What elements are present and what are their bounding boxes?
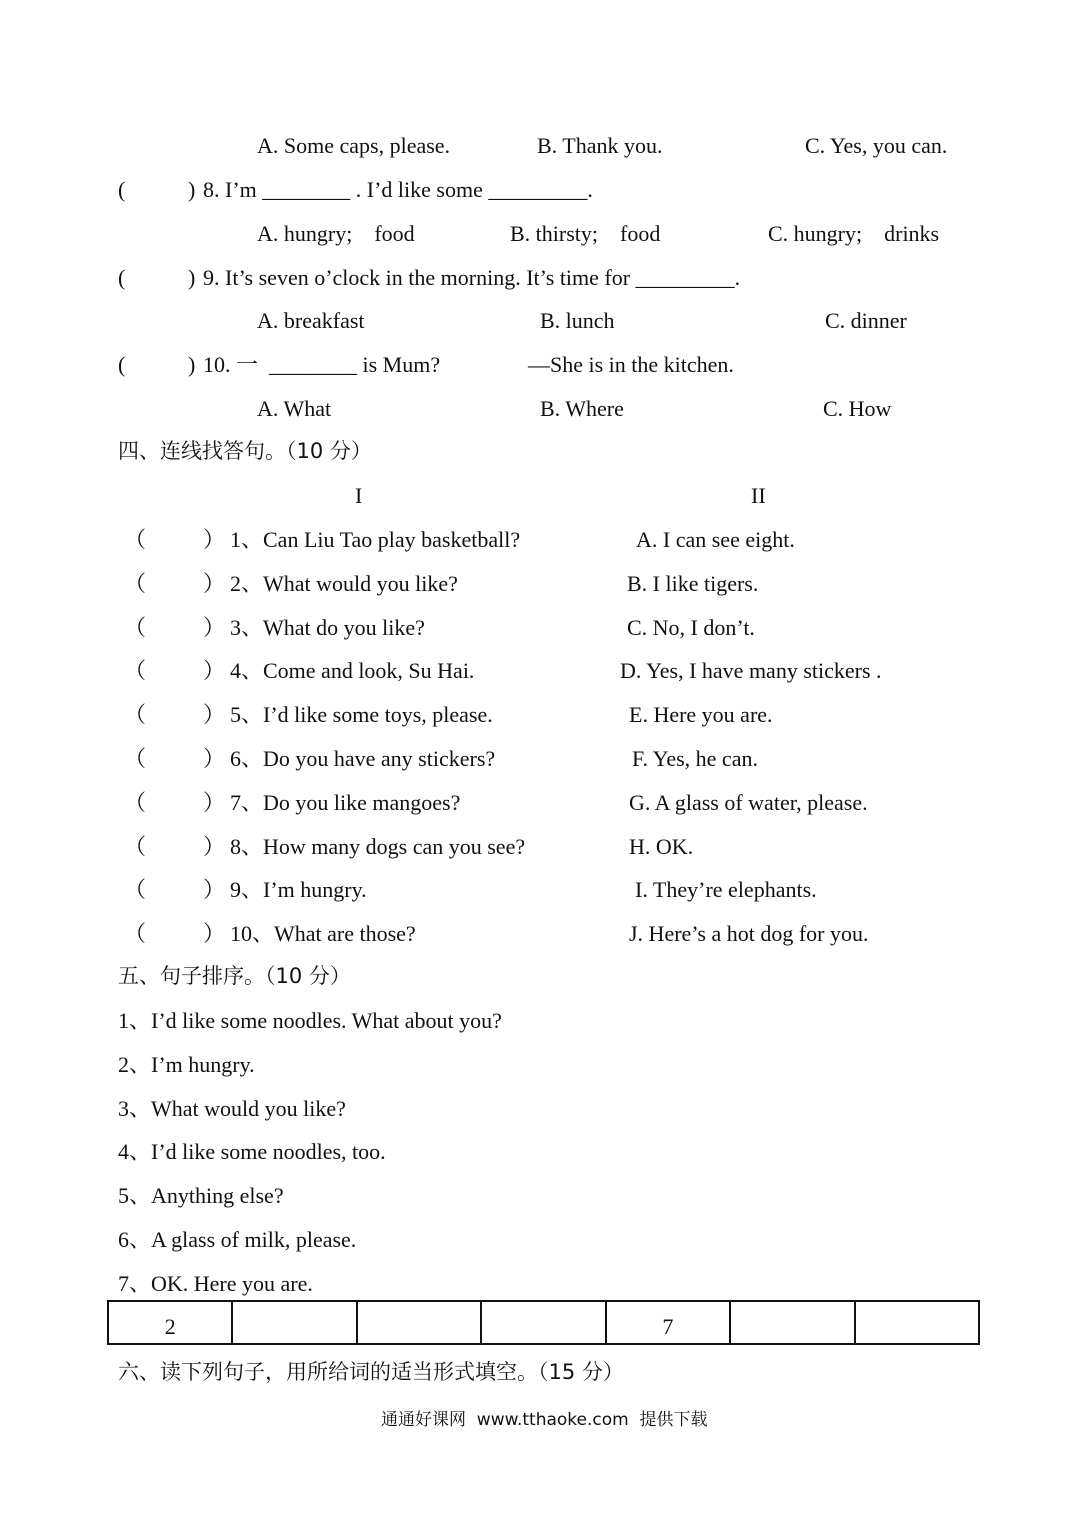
part5-title: 五、句子排序。（10 分） <box>118 964 351 988</box>
sentence-item: 6、A glass of milk, please. <box>118 1227 357 1252</box>
q8-paren-open: ( <box>118 177 126 202</box>
match-paren-open: （ <box>124 615 147 640</box>
match-answer: I. They’re elephants. <box>635 877 817 902</box>
match-paren-close: ） <box>203 658 226 683</box>
match-answer: J. Here’s a hot dog for you. <box>629 921 869 946</box>
q8-text: 8. I’m ________ . I’d like some _________. <box>203 177 593 202</box>
match-paren-close: ） <box>203 571 226 596</box>
q7-option-c: C. Yes, you can. <box>805 133 948 158</box>
sentence-item: 2、I’m hungry. <box>118 1052 255 1077</box>
sentence-item: 4、I’d like some noodles, too. <box>118 1139 386 1164</box>
q9-option-b: B. lunch <box>540 308 615 333</box>
match-paren-open: （ <box>124 921 147 946</box>
q8-option-b: B. thirsty; food <box>510 221 661 246</box>
part6-title: 六、读下列句子，用所给词的适当形式填空。（15 分） <box>118 1360 624 1384</box>
match-question: 1、Can Liu Tao play basketball? <box>230 527 521 552</box>
q10-paren-close: ) <box>188 352 196 377</box>
q9-option-c: C. dinner <box>825 308 907 333</box>
match-paren-close: ） <box>203 877 226 902</box>
match-paren-close: ） <box>203 834 226 859</box>
q10-option-b: B. Where <box>540 396 624 421</box>
match-question: 3、What do you like? <box>230 615 425 640</box>
q9-option-a: A. breakfast <box>257 308 365 333</box>
match-question: 4、Come and look, Su Hai. <box>230 658 475 683</box>
order-cell[interactable]: 7 <box>606 1301 730 1344</box>
match-question: 7、Do you like mangoes? <box>230 790 461 815</box>
q8-option-a: A. hungry; food <box>257 221 415 246</box>
match-paren-open: （ <box>124 877 147 902</box>
match-answer: H. OK. <box>629 834 694 859</box>
order-cell[interactable] <box>357 1301 481 1344</box>
q8-option-c: C. hungry; drinks <box>768 221 940 246</box>
q10-text: 10. 一 ________ is Mum? <box>203 352 441 377</box>
order-answer-table <box>107 1300 980 1345</box>
match-answer: B. I like tigers. <box>627 571 759 596</box>
q9-paren-open: ( <box>118 265 126 290</box>
match-paren-open: （ <box>124 658 147 683</box>
order-cell[interactable]: 2 <box>108 1301 232 1344</box>
order-cell[interactable] <box>481 1301 605 1344</box>
match-paren-close: ） <box>203 527 226 552</box>
part4-col2-header: II <box>751 483 766 508</box>
match-paren-open: （ <box>124 790 147 815</box>
match-answer: D. Yes, I have many stickers . <box>620 658 882 683</box>
match-paren-open: （ <box>124 527 147 552</box>
q7-option-b: B. Thank you. <box>537 133 663 158</box>
page-footer: 通通好课网 www.tthaoke.com 提供下载 <box>381 1410 708 1430</box>
match-question: 8、How many dogs can you see? <box>230 834 526 859</box>
match-paren-close: ） <box>203 921 226 946</box>
q9-text: 9. It’s seven o’clock in the morning. It’s time for _________. <box>203 265 741 290</box>
match-paren-open: （ <box>124 746 147 771</box>
match-question: 5、I’d like some toys, please. <box>230 702 493 727</box>
order-cell[interactable] <box>232 1301 356 1344</box>
match-paren-open: （ <box>124 571 147 596</box>
q10-answer: —She is in the kitchen. <box>528 352 734 377</box>
order-cell[interactable] <box>855 1301 979 1344</box>
sentence-item: 1、I’d like some noodles. What about you? <box>118 1008 502 1033</box>
q10-option-c: C. How <box>823 396 892 421</box>
q10-paren-open: ( <box>118 352 126 377</box>
sentence-item: 3、What would you like? <box>118 1096 346 1121</box>
q10-option-a: A. What <box>257 396 332 421</box>
match-paren-close: ） <box>203 790 226 815</box>
match-answer: C. No, I don’t. <box>627 615 755 640</box>
sentence-item: 5、Anything else? <box>118 1183 284 1208</box>
part4-title: 四、连线找答句。（10 分） <box>118 439 372 463</box>
match-paren-close: ） <box>203 615 226 640</box>
match-paren-open: （ <box>124 702 147 727</box>
part4-col1-header: I <box>355 483 363 508</box>
match-answer: F. Yes, he can. <box>632 746 758 771</box>
sentence-item: 7、OK. Here you are. <box>118 1271 313 1296</box>
order-cell[interactable] <box>730 1301 854 1344</box>
match-answer: G. A glass of water, please. <box>629 790 868 815</box>
match-question: 10、What are those? <box>230 921 416 946</box>
match-answer: A. I can see eight. <box>636 527 795 552</box>
match-paren-close: ） <box>203 702 226 727</box>
q7-option-a: A. Some caps, please. <box>257 133 451 158</box>
match-question: 9、I’m hungry. <box>230 877 367 902</box>
match-answer: E. Here you are. <box>629 702 773 727</box>
match-paren-close: ） <box>203 746 226 771</box>
q8-paren-close: ) <box>188 177 196 202</box>
q9-paren-close: ) <box>188 265 196 290</box>
match-question: 2、What would you like? <box>230 571 458 596</box>
match-paren-open: （ <box>124 834 147 859</box>
match-question: 6、Do you have any stickers? <box>230 746 496 771</box>
